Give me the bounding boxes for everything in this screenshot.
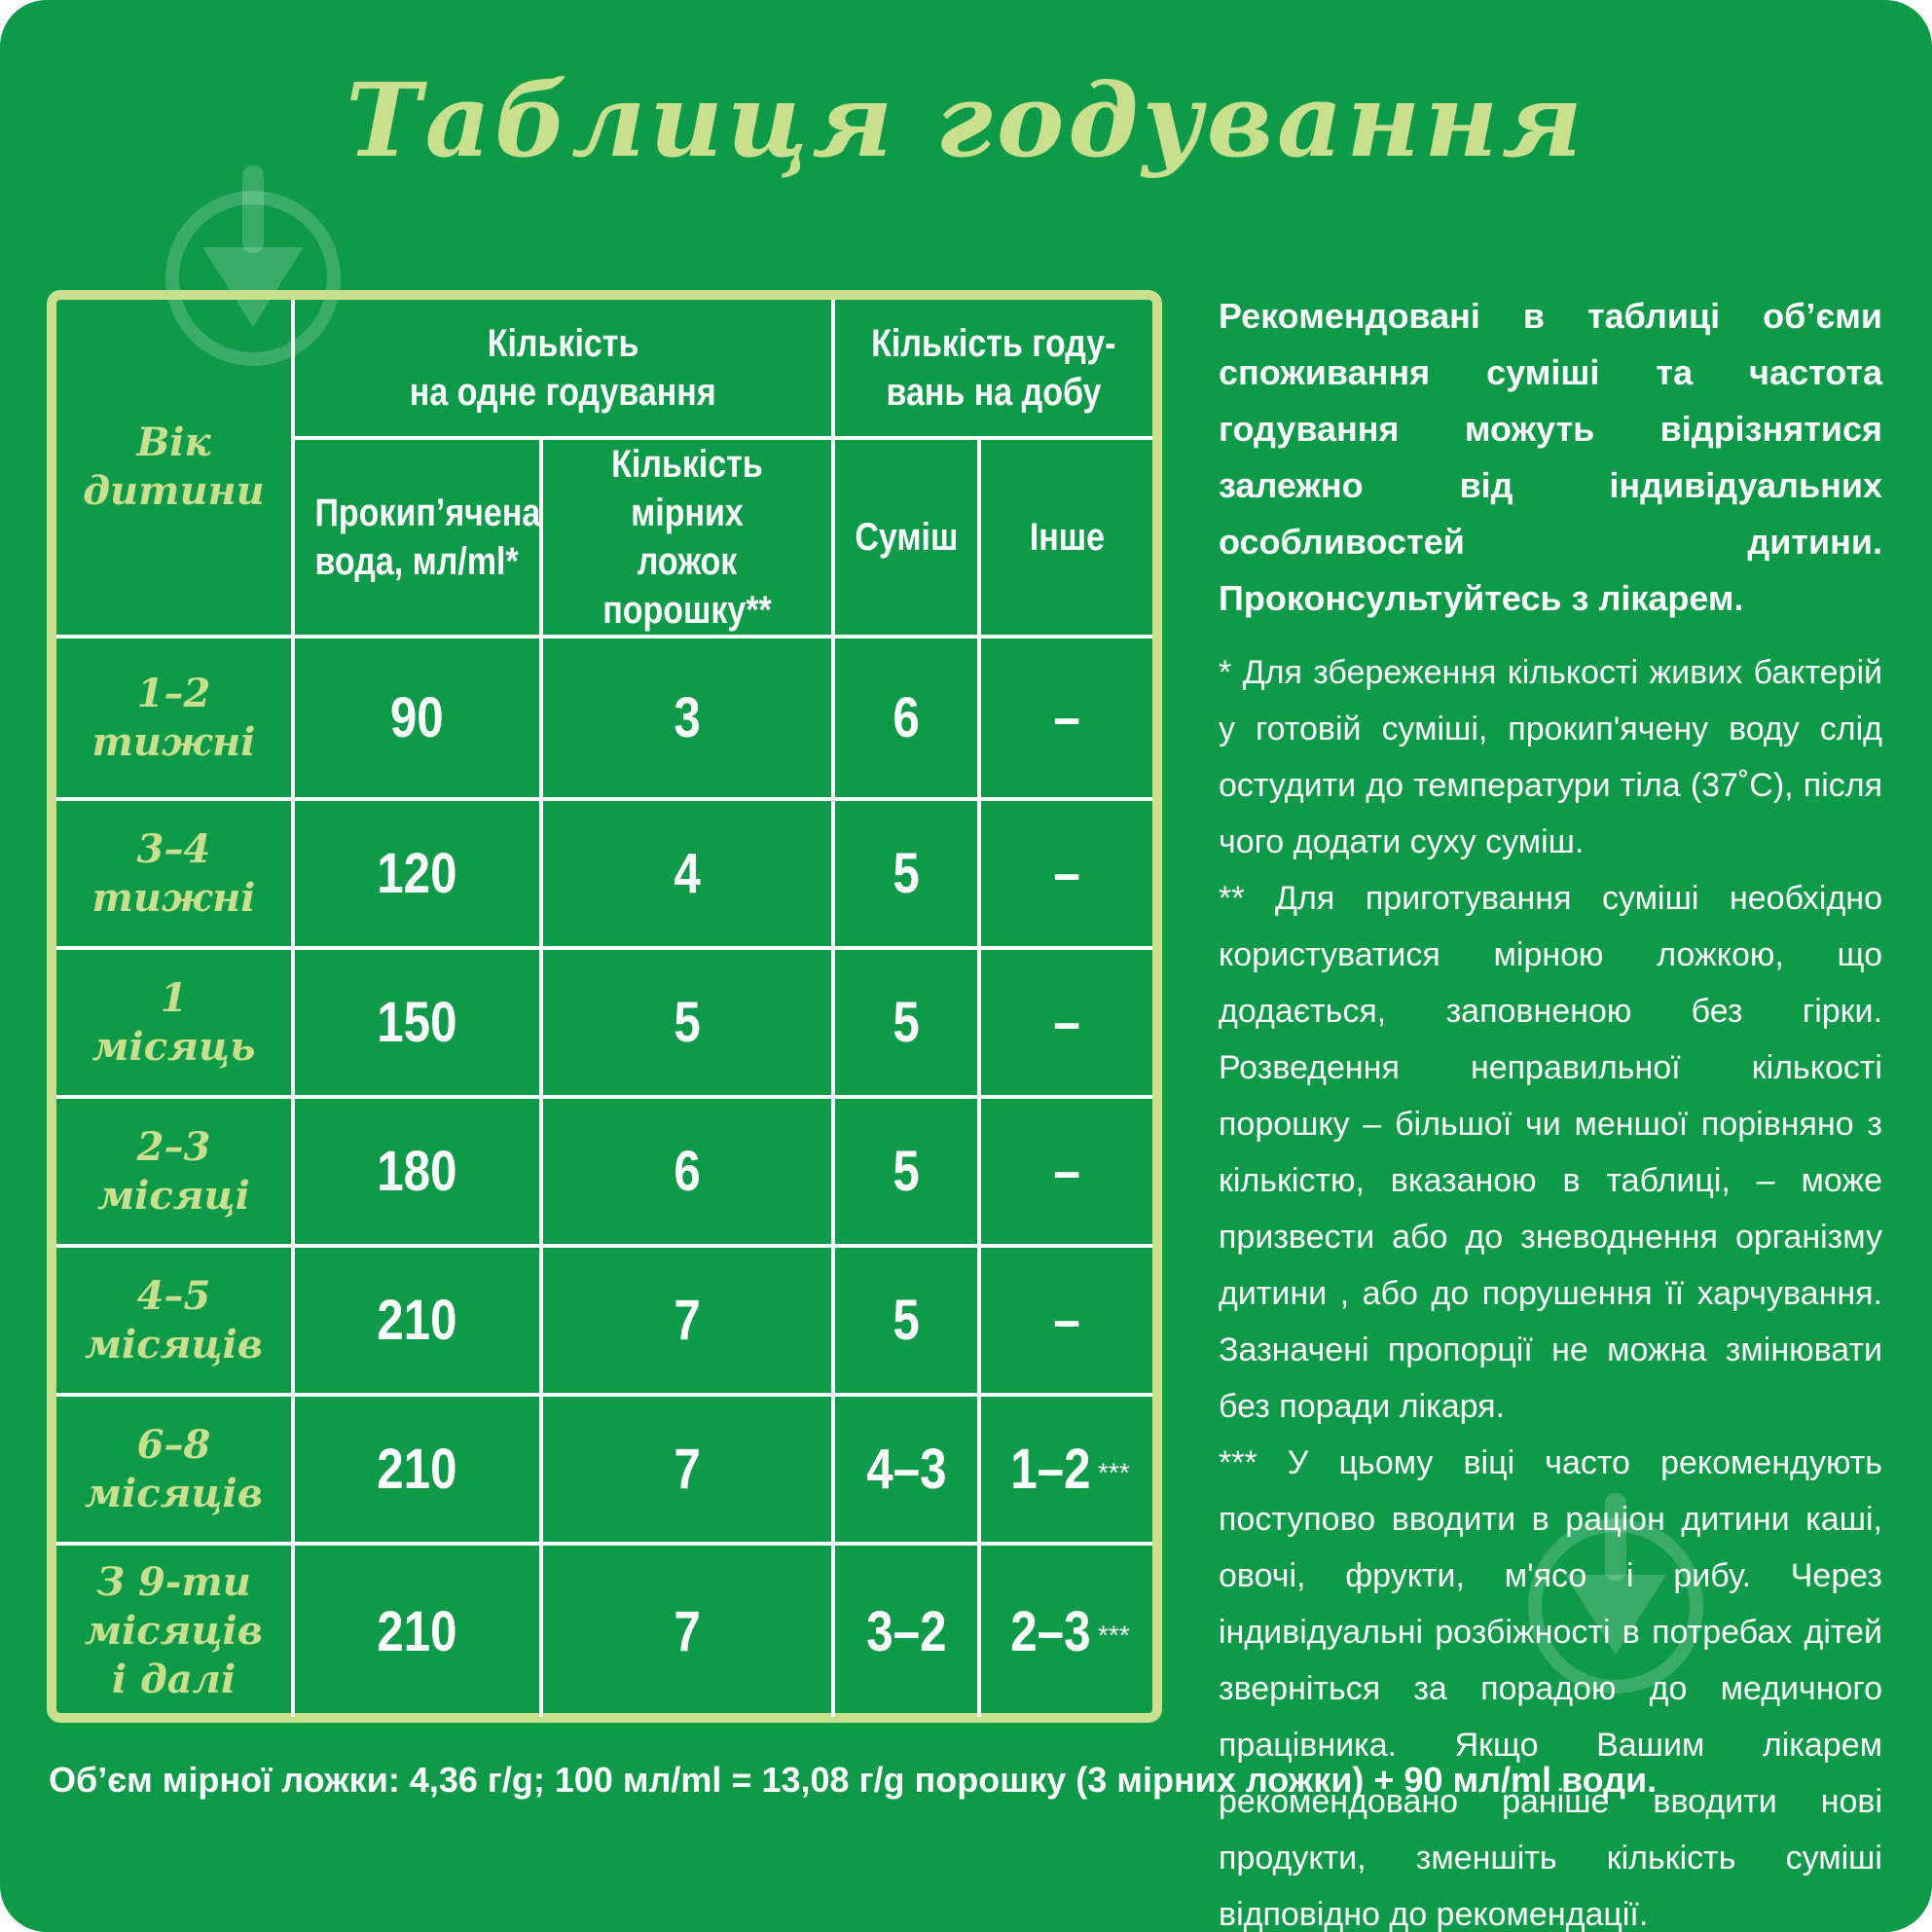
formula-cell: 6 <box>833 637 979 799</box>
footnote-spoon: ** Для приготування суміші необхідно користуватися мірною ложкою, що додається, заповненою без гірки. Розведення неправильної кількості порошку – більшої чи меншої порівняно з кількістю, вказаною в таблиці, – може призвести або до зневоднення організму дитини , або до порушення її харчування. Зазначені пропорції не можна змінювати без поради лікаря. <box>1219 880 1882 1425</box>
formula-cell: 5 <box>833 1097 979 1246</box>
table-row <box>56 948 1152 1097</box>
table-row <box>56 799 1152 948</box>
table-row <box>56 1246 1152 1395</box>
spoons-cell: 6 <box>541 1097 833 1246</box>
other-cell: – <box>979 799 1152 948</box>
other-cell: – <box>979 948 1152 1097</box>
other-cell: – <box>979 1246 1152 1395</box>
table-row <box>56 1395 1152 1544</box>
group-header-per-feeding: Кількість на одне годування <box>293 300 833 438</box>
water-cell: 210 <box>293 1544 541 1717</box>
feeding-table <box>56 300 1152 1717</box>
table-row <box>56 1097 1152 1246</box>
page-title: Таблиця годування <box>346 60 1586 180</box>
footnote-water: * Для збереження кількості живих бактерій у готовій суміші, прокип'ячену воду слід остудити до температури тіла (37˚С), після чого додати суху суміш. <box>1219 654 1882 860</box>
water-cell: 180 <box>293 1097 541 1246</box>
col-header-spoons: Кількість мірних ложок порошку** <box>541 438 833 637</box>
col-header-formula: Суміш <box>833 438 979 637</box>
age-cell: 3–4 тижні <box>56 799 293 948</box>
col-header-other: Інше <box>979 438 1152 637</box>
age-cell: З 9-ти місяців і далі <box>56 1544 293 1717</box>
col-header-water: Прокип’ячена вода, мл/ml* <box>293 438 541 637</box>
footnote-age: *** У цьому віці часто рекомендують поступово вводити в раціон дитини каші, овочі, фрукти, м'ясо і рибу. Через індивідуальні розбіжності в потребах дітей зверніться за порадою до медичного працівника. Якщо Вашим лікарем рекомендовано раніше вводити нові продукти, зменшіть кількість суміші відповідно до рекомендації. <box>1219 1444 1882 1932</box>
water-cell: 210 <box>293 1246 541 1395</box>
other-cell: 1–2 *** <box>979 1395 1152 1544</box>
age-cell: 4–5 місяців <box>56 1246 293 1395</box>
other-cell: – <box>979 637 1152 799</box>
formula-cell: 5 <box>833 1246 979 1395</box>
table-row <box>56 637 1152 799</box>
formula-cell: 5 <box>833 799 979 948</box>
age-cell: 1 місяць <box>56 948 293 1097</box>
other-cell: 2–3 *** <box>979 1544 1152 1717</box>
spoon-volume-footer: Об’єм мірної ложки: 4,36 г/g; 100 мл/ml = 13,08 г/g порошку (3 мірних ложки) + 90 мл/ml води. <box>49 1760 1658 1800</box>
water-cell: 120 <box>293 799 541 948</box>
water-cell: 210 <box>293 1395 541 1544</box>
group-header-per-day: Кількість году- вань на добу <box>833 300 1152 438</box>
spoons-cell: 5 <box>541 948 833 1097</box>
main-note: Рекомендовані в таблиці об’єми споживання суміші та частота годування можуть відрізнятися залежно від індивідуальних особливостей дитини. Проконсультуйтесь з лікарем. <box>1219 296 1882 618</box>
age-cell: 1–2 тижні <box>56 637 293 799</box>
spoons-cell: 3 <box>541 637 833 799</box>
other-cell: – <box>979 1097 1152 1246</box>
formula-cell: 5 <box>833 948 979 1097</box>
spoons-cell: 7 <box>541 1395 833 1544</box>
age-cell: 2–3 місяці <box>56 1097 293 1246</box>
age-cell: 6–8 місяців <box>56 1395 293 1544</box>
age-header: Вік дитини <box>56 300 293 637</box>
water-cell: 90 <box>293 637 541 799</box>
spoons-cell: 4 <box>541 799 833 948</box>
water-cell: 150 <box>293 948 541 1097</box>
table-row <box>56 1544 1152 1717</box>
spoons-cell: 7 <box>541 1544 833 1717</box>
spoons-cell: 7 <box>541 1246 833 1395</box>
formula-cell: 4–3 <box>833 1395 979 1544</box>
notes-panel <box>1219 288 1882 1932</box>
formula-cell: 3–2 <box>833 1544 979 1717</box>
